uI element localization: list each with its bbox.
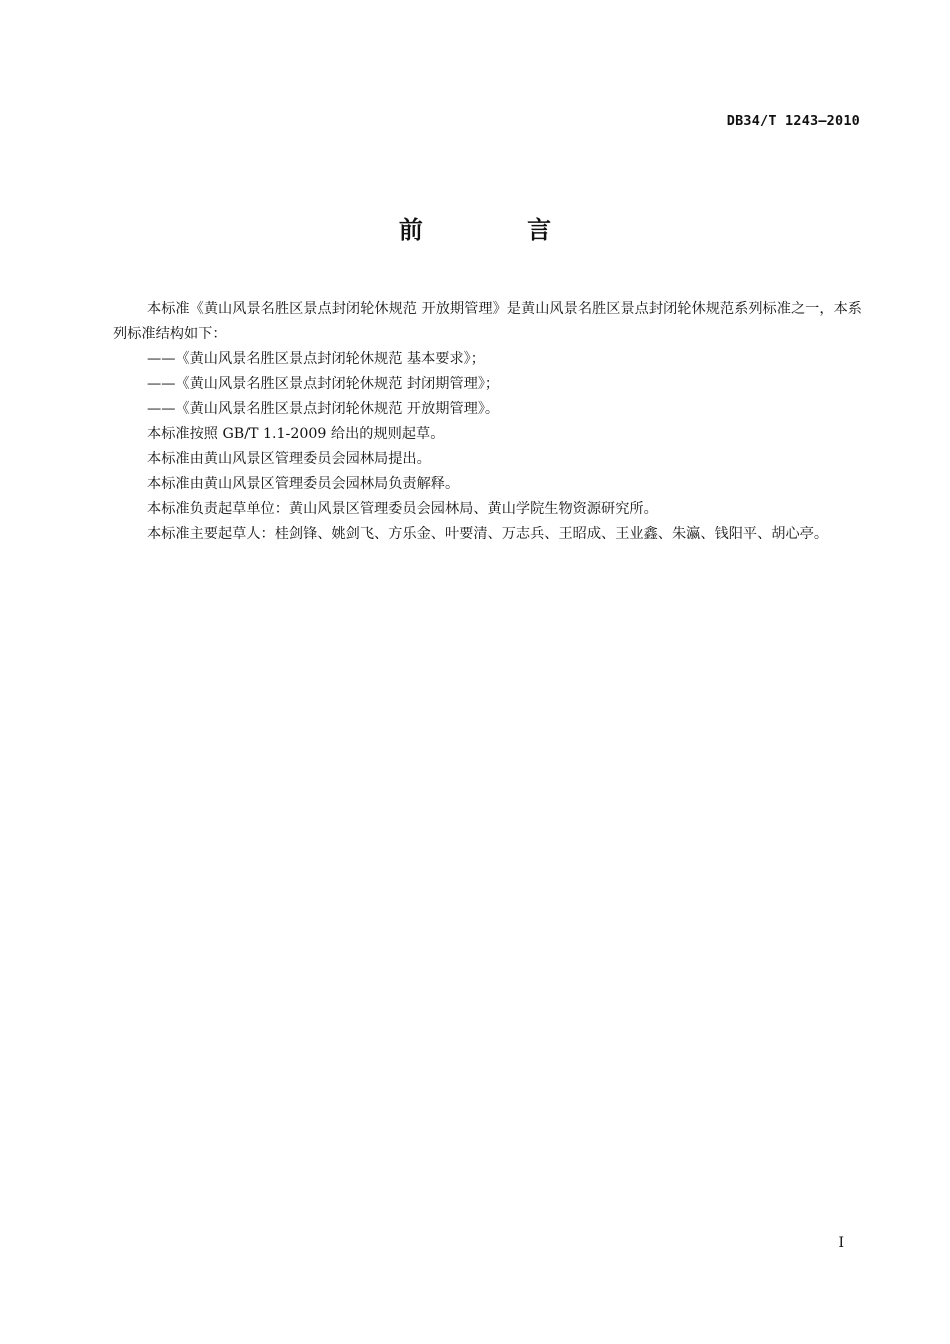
paragraph-drafting-rules: 本标准按照 GB/T 1.1-2009 给出的规则起草。 xyxy=(147,426,445,442)
paragraph-drafters: 本标准主要起草人：桂剑锋、姚剑飞、方乐金、叶要清、万志兵、王昭成、王业鑫、朱瀛、钱阳平、胡心亭。 xyxy=(147,526,829,542)
paragraph-proposer: 本标准由黄山风景区管理委员会园林局提出。 xyxy=(147,451,431,467)
paragraph-interpreter: 本标准由黄山风景区管理委员会园林局负责解释。 xyxy=(147,476,460,492)
page-title: 前 言 xyxy=(398,216,600,244)
list-item-open-period: ——《黄山风景名胜区景点封闭轮休规范 开放期管理》。 xyxy=(147,401,500,417)
list-item-closed-period: ——《黄山风景名胜区景点封闭轮休规范 封闭期管理》； xyxy=(147,376,500,392)
list-item-basic-requirements: ——《黄山风景名胜区景点封闭轮休规范 基本要求》； xyxy=(147,351,485,367)
page-number: I xyxy=(838,1235,844,1251)
paragraph-drafting-units: 本标准负责起草单位：黄山风景区管理委员会园林局、黄山学院生物资源研究所。 xyxy=(147,501,658,517)
foreword-body xyxy=(113,297,862,547)
paragraph-intro: 本标准《黄山风景名胜区景点封闭轮休规范 开放期管理》是黄山风景名胜区景点封闭轮休规范系列标准之一，本系列标准结构如下： xyxy=(113,301,862,342)
standard-code: DB34/T 1243—2010 xyxy=(726,113,860,129)
